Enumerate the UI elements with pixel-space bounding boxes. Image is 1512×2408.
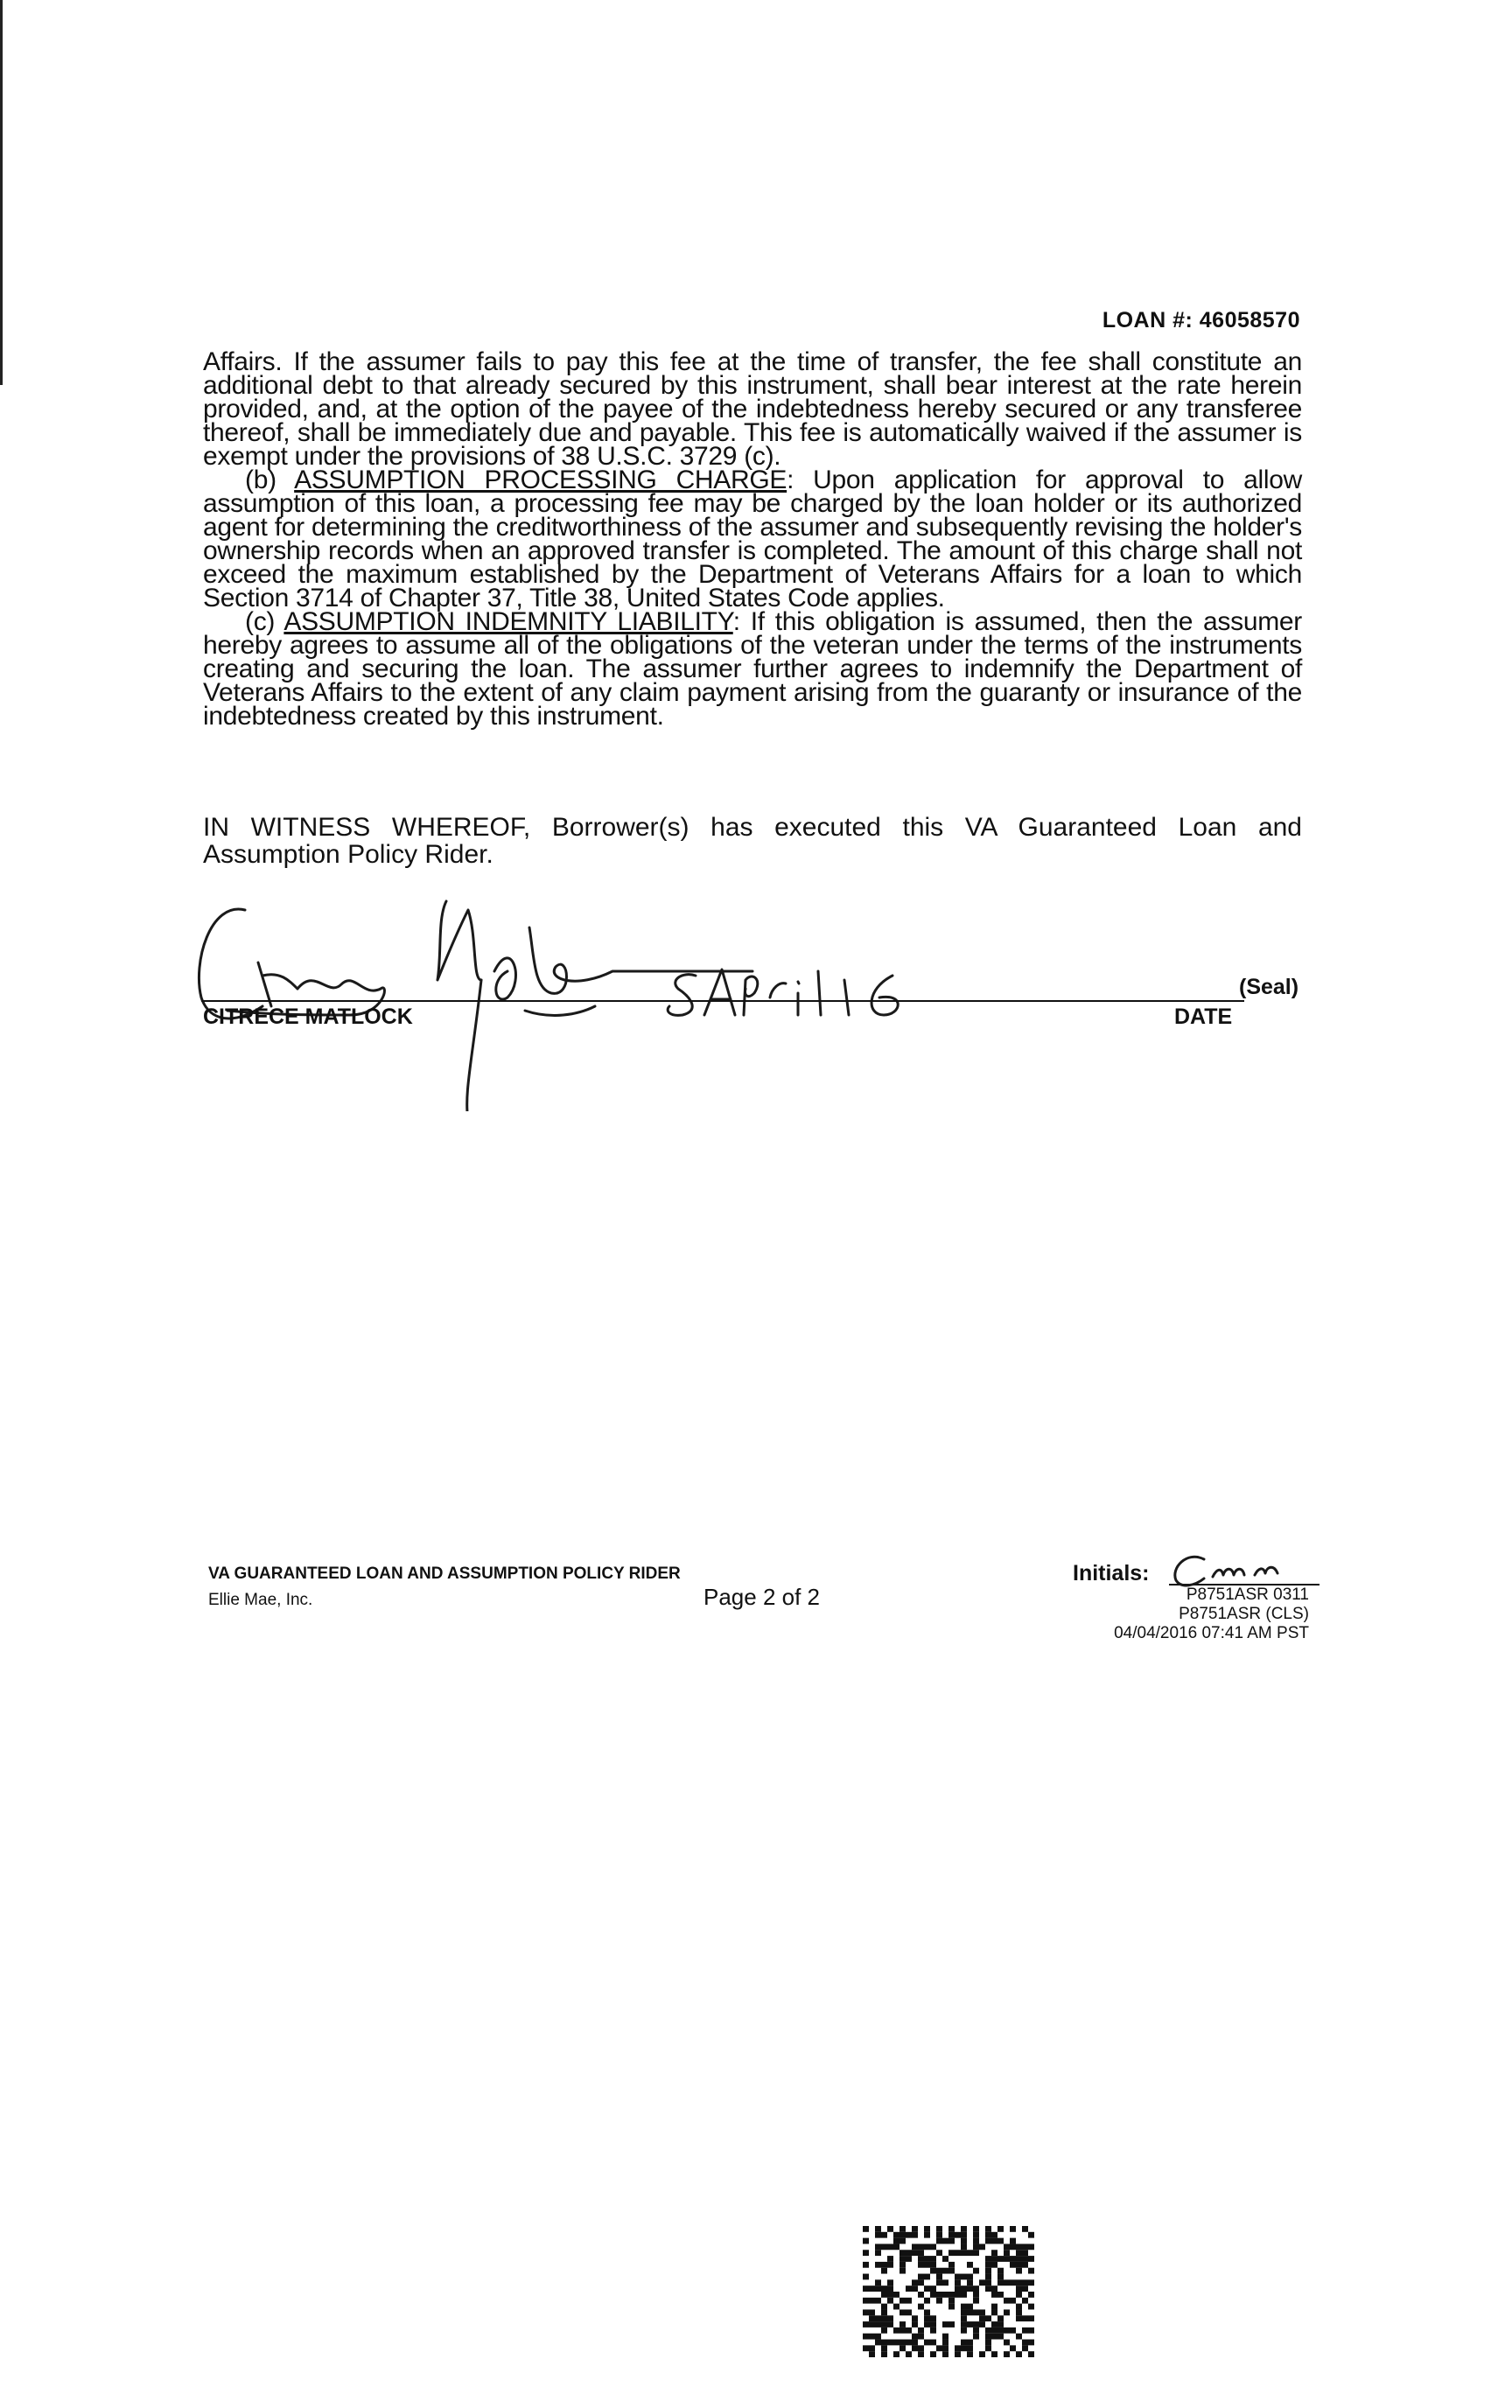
paragraph-processing-charge <box>203 468 1302 610</box>
initials-label: Initials: <box>1073 1561 1150 1586</box>
seal-label: (Seal) <box>1239 975 1299 999</box>
form-code-primary: P8751ASR 0311 <box>1186 1586 1309 1604</box>
section-b-prefix: (b) <box>245 466 295 494</box>
paragraph-fee-continued: Affairs. If the assumer fails to pay this fee at the time of transfer, the fee shall constitute an additional debt to that already secured by this instrument, shall bear interest at the rate herein provided, and, at the option of the payee of the indebtedness hereby secured or any transferee thereof, shall be immediately due and payable. This fee is automatically waived if the assumer is exempt under the provisions of 38 U.S.C. 3729 (c). <box>203 347 1302 471</box>
section-b-heading: ASSUMPTION PROCESSING CHARGE <box>294 466 788 494</box>
rider-body <box>203 347 1302 731</box>
page-number: Page 2 of 2 <box>704 1584 820 1610</box>
signature-line <box>201 1000 1244 1002</box>
handwritten-signature <box>175 884 1348 1111</box>
form-code-cls: P8751ASR (CLS) <box>1179 1605 1309 1623</box>
borrower-name: CITRECE MATLOCK <box>203 1004 413 1029</box>
form-codes <box>1114 1586 1309 1643</box>
section-c-text: : If this obligation is assumed, then the assumer hereby agrees to assume all of the obligations of the veteran under the terms of the instruments creating and securing the loan. The assumer further agrees to indemnify the Department of Veterans Affairs to the extent of any claim payment arising from the guaranty or insurance of the indebtedness created by this instrument. <box>203 607 1302 731</box>
form-title: VA GUARANTEED LOAN AND ASSUMPTION POLICY RIDER <box>208 1564 681 1583</box>
date-label: DATE <box>1174 1004 1233 1029</box>
2d-barcode <box>863 2226 1034 2357</box>
section-c-heading: ASSUMPTION INDEMNITY LIABILITY <box>284 607 733 636</box>
generated-timestamp: 04/04/2016 07:41 AM PST <box>1114 1624 1309 1642</box>
paragraph-indemnity-liability <box>203 607 1302 731</box>
section-c-prefix: (c) <box>245 607 284 636</box>
section-b-text: : Upon application for approval to allow assumption of this loan, a processing fee may be charged by the loan holder or its authorized agent for determining the creditworthiness of the assumer and subsequently revising the holder's ownership records when an approved transfer is completed. The amount of this charge shall not exceed the maximum established by the Department of Veterans Affairs for a loan to which Section 3714 of Chapter 37, Title 38, United States Code applies. <box>203 466 1302 612</box>
scan-edge-line <box>0 0 3 385</box>
company-name: Ellie Mae, Inc. <box>208 1591 313 1609</box>
signature-block <box>175 884 1348 1111</box>
witness-clause: IN WITNESS WHEREOF, Borrower(s) has executed this VA Guaranteed Loan and Assumption Policy Rider. <box>203 813 1302 869</box>
loan-number: LOAN #: 46058570 <box>1102 308 1300 332</box>
